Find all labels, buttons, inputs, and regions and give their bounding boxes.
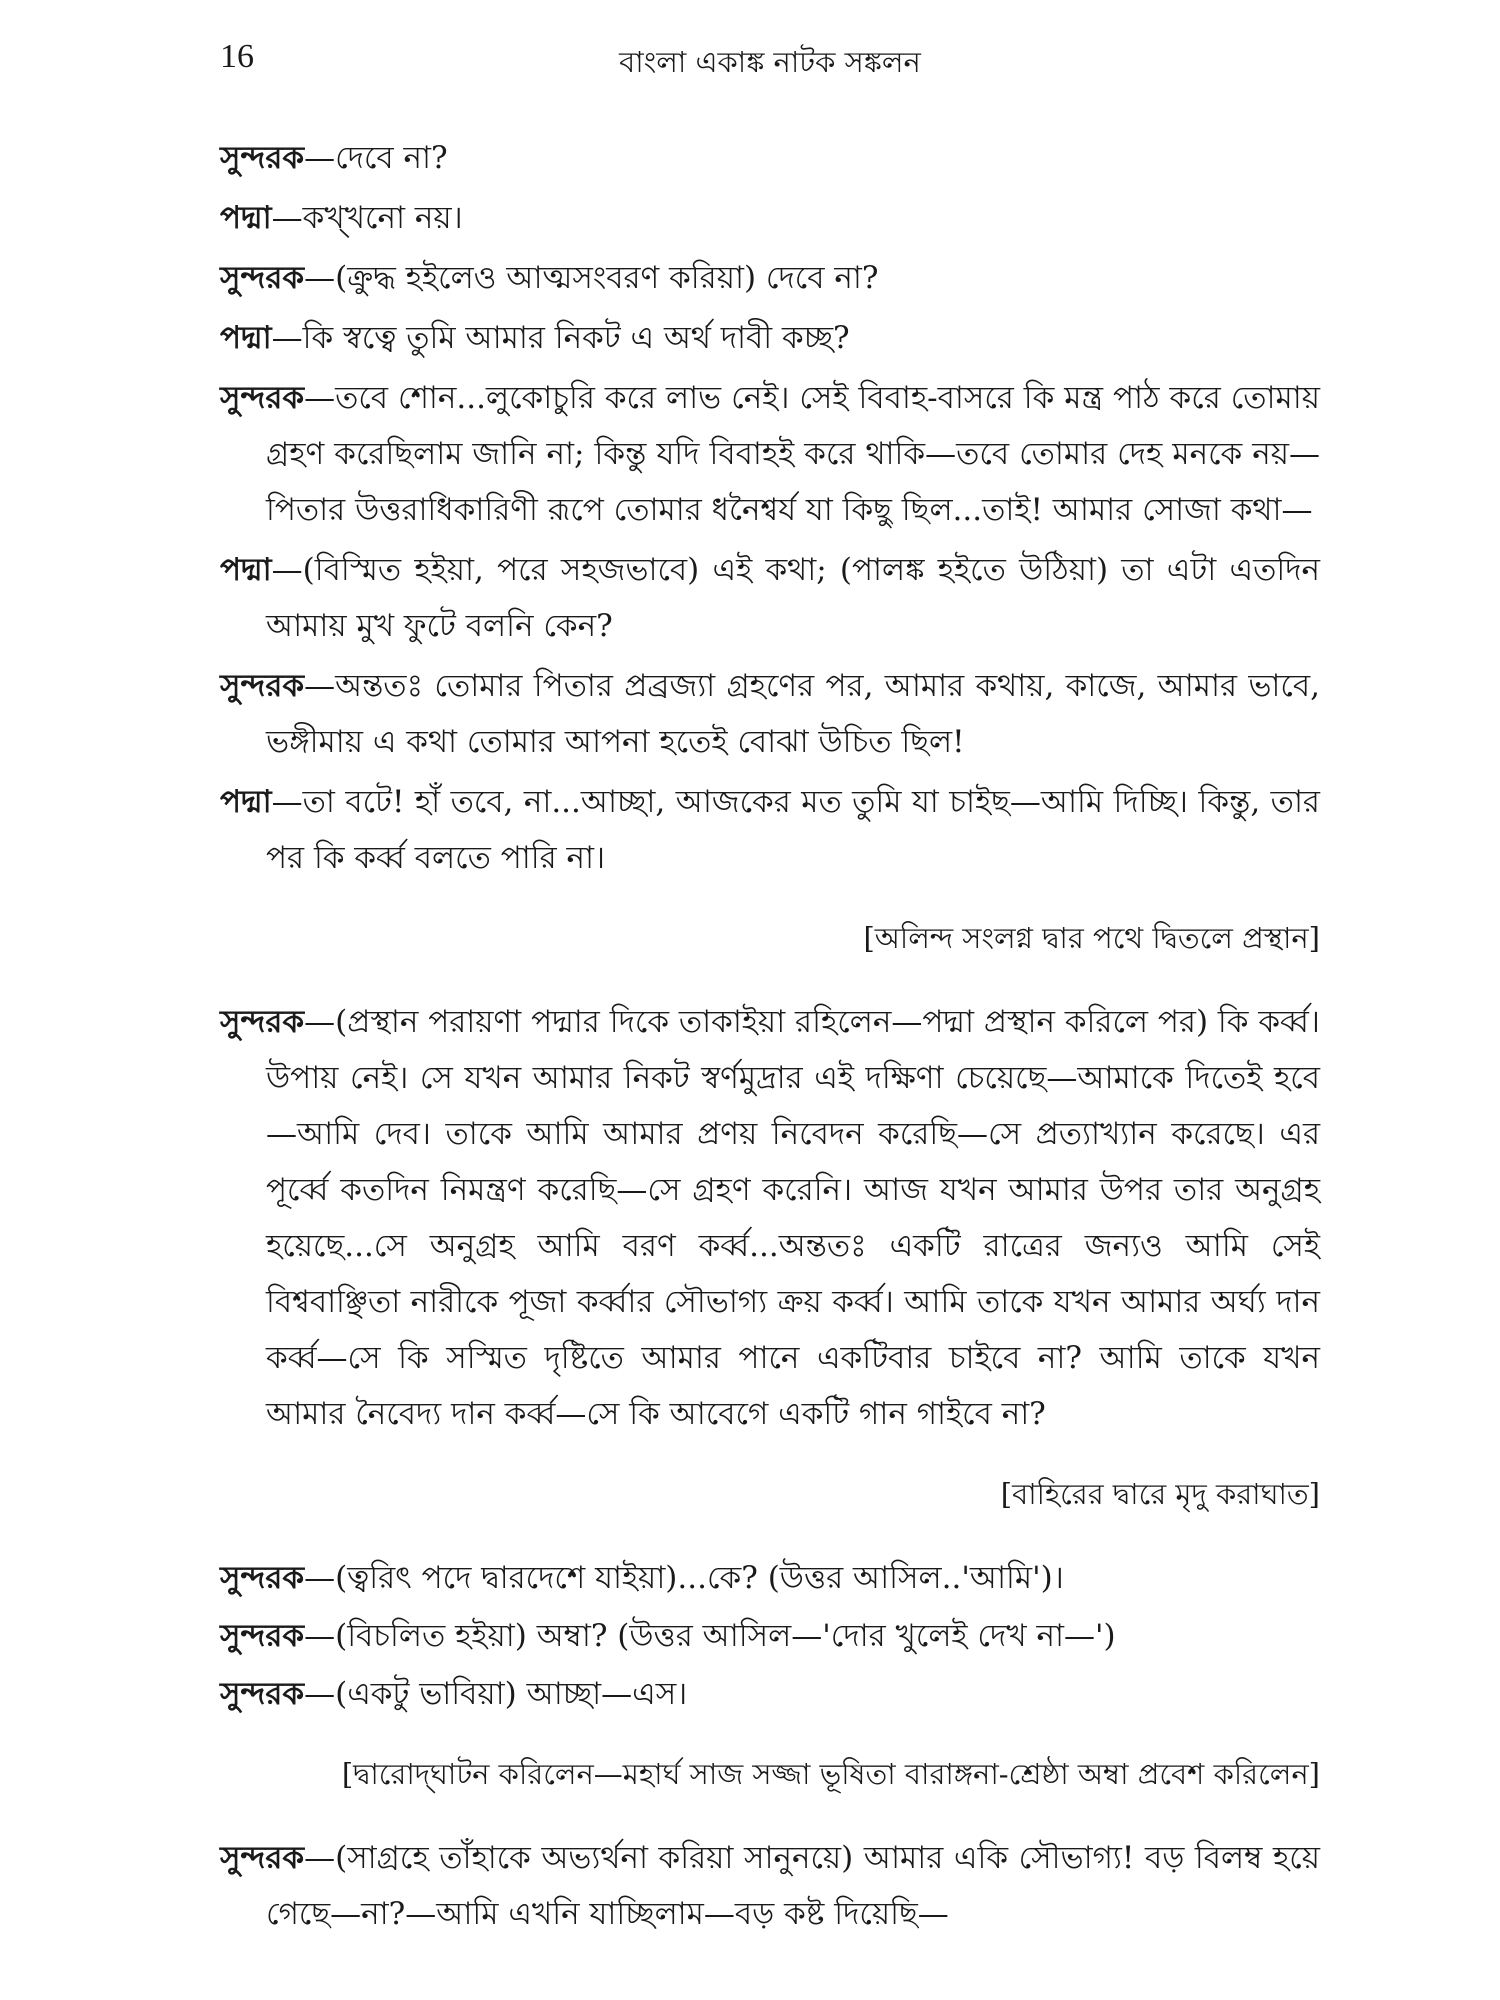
speaker-name: সুন্দরক (220, 140, 305, 176)
speaker-name: পদ্মা (220, 200, 272, 236)
dialogue-text: —(প্রস্থান পরায়ণা পদ্মার দিকে তাকাইয়া রহিলেন—পদ্মা প্রস্থান করিলে পর) কি কৰ্ব্ব। উপায় নেই। সে যখন আমার নিকট স্বর্ণমুদ্রার এই দক্ষিণা চেয়েছে—আমাকে দিতেই হবে—আমি দেব। তাকে আমি আমার প্রণয় নিবেদন করেছি—সে প্রত্যাখ্যান করেছে। এর পূৰ্ব্বে কতদিন নিমন্ত্রণ করেছি—সে গ্রহণ করেনি। আজ যখন আমার উপর তার অনুগ্রহ হয়েছে...সে অনুগ্রহ আমি বরণ কৰ্ব্ব...অন্ততঃ একটি রাত্রের জন্যও আমি সেই বিশ্ববাঞ্ছিতা নারীকে পূজা কৰ্ব্বার সৌভাগ্য ক্রয় কৰ্ব্ব। আমি তাকে যখন আমার অর্ঘ্য দান কৰ্ব্ব—সে কি সস্মিত দৃষ্টিতে আমার পানে একটিবার চাইবে না? আমি তাকে যখন আমার নৈবেদ্য দান কৰ্ব্ব—সে কি আবেগে একটি গান গাইবে না? (266, 1004, 1320, 1432)
dialogue-text: —অন্ততঃ তোমার পিতার প্রব্রজ্যা গ্রহণের পর, আমার কথায়, কাজে, আমার ভাবে, ভঙ্গীমায় এ কথা তোমার আপনা হতেই বোঝা উচিত ছিল! (266, 668, 1320, 760)
dialogue-text: —কখ্‌খনো নয়। (271, 200, 463, 236)
speaker-name: সুন্দরক (220, 260, 305, 296)
page-number: 16 (220, 38, 254, 75)
page-header (220, 38, 1320, 98)
dialogue-line (220, 1608, 1320, 1664)
dialogue-text: —কি স্বত্বে তুমি আমার নিকট এ অর্থ দাবী কচ্ছ? (271, 320, 850, 356)
dialogue-text: —(বিস্মিত হইয়া, পরে সহজভাবে) এই কথা; (পালঙ্ক হইতে উঠিয়া) তা এটা এতদিন আমায় মুখ ফুটে বলনি কেন? (266, 552, 1320, 644)
dialogue-text: —(ত্বরিৎ পদে দ্বারদেশে যাইয়া)...কে? (উত্তর আসিল..'আমি')। (304, 1560, 1064, 1596)
speaker-name: পদ্মা (220, 784, 272, 820)
dialogue-text: —(বিচলিত হইয়া) অম্বা? (উত্তর আসিল—'দোর খুলেই দেখ না—') (304, 1618, 1116, 1654)
speaker-name: সুন্দরক (220, 380, 305, 416)
stage-direction: [দ্বারোদ্‌ঘাটন করিলেন—মহার্ঘ সাজ সজ্জা ভূষিতা বারাঙ্গনা-শ্রেষ্ঠা অম্বা প্রবেশ করিলেন] (341, 1757, 1320, 1791)
speaker-name: সুন্দরক (220, 1560, 305, 1596)
dialogue-line (220, 370, 1320, 538)
dialogue-text: —(সাগ্রহে তাঁহাকে অভ্যর্থনা করিয়া সানুনয়ে) আমার একি সৌভাগ্য! বড় বিলম্ব হয়ে গেছে—না?—আমি এখনি যাচ্ছিলাম—বড় কষ্ট দিয়েছি— (266, 1840, 1320, 1932)
dialogue-text: —তবে শোন...লুকোচুরি করে লাভ নেই। সেই বিবাহ-বাসরে কি মন্ত্র পাঠ করে তোমায় গ্রহণ করেছিলাম জানি না; কিন্তু যদি বিবাহই করে থাকি—তবে তোমার দেহ মনকে নয়—পিতার উত্তরাধিকারিণী রূপে তোমার ধনৈশ্বর্য যা কিছু ছিল...তাই! আমার সোজা কথা— (266, 380, 1320, 528)
stage-direction: [বাহিরের দ্বারে মৃদু করাঘাত] (1000, 1477, 1320, 1511)
dialogue-text: —(একটু ভাবিয়া) আচ্ছা—এস। (304, 1676, 688, 1712)
dialogue-line (220, 310, 1320, 366)
dialogue-line (220, 190, 1320, 246)
speaker-name: সুন্দরক (220, 1840, 305, 1876)
dialogue-line (220, 1550, 1320, 1606)
dialogue-line (220, 250, 1320, 306)
running-title: বাংলা একাঙ্ক নাটক সঙ্কলন (619, 45, 921, 79)
page-body (220, 130, 1320, 1946)
speaker-name: সুন্দরক (220, 1004, 305, 1040)
speaker-name: সুন্দরক (220, 668, 305, 704)
dialogue-line (220, 658, 1320, 770)
dialogue-line (220, 1666, 1320, 1722)
speaker-name: পদ্মা (220, 320, 272, 356)
dialogue-text: —তা বটে! হাঁ তবে, না...আচ্ছা, আজকের মত তুমি যা চাইছ—আমি দিচ্ছি। কিন্তু, তার পর কি কৰ্ব্ব বলতে পারি না। (266, 784, 1320, 876)
dialogue-line (220, 774, 1320, 886)
dialogue-line (220, 542, 1320, 654)
dialogue-line (220, 130, 1320, 186)
dialogue-line (220, 994, 1320, 1442)
dialogue-text: —(ক্রুদ্ধ হইলেও আত্মসংবরণ করিয়া) দেবে না? (304, 260, 879, 296)
dialogue-line (220, 1830, 1320, 1942)
speaker-name: পদ্মা (220, 552, 272, 588)
stage-direction: [অলিন্দ সংলগ্ন দ্বার পথে দ্বিতলে প্রস্থান] (863, 921, 1320, 955)
dialogue-text: —দেবে না? (304, 140, 448, 176)
speaker-name: সুন্দরক (220, 1618, 305, 1654)
speaker-name: সুন্দরক (220, 1676, 305, 1712)
